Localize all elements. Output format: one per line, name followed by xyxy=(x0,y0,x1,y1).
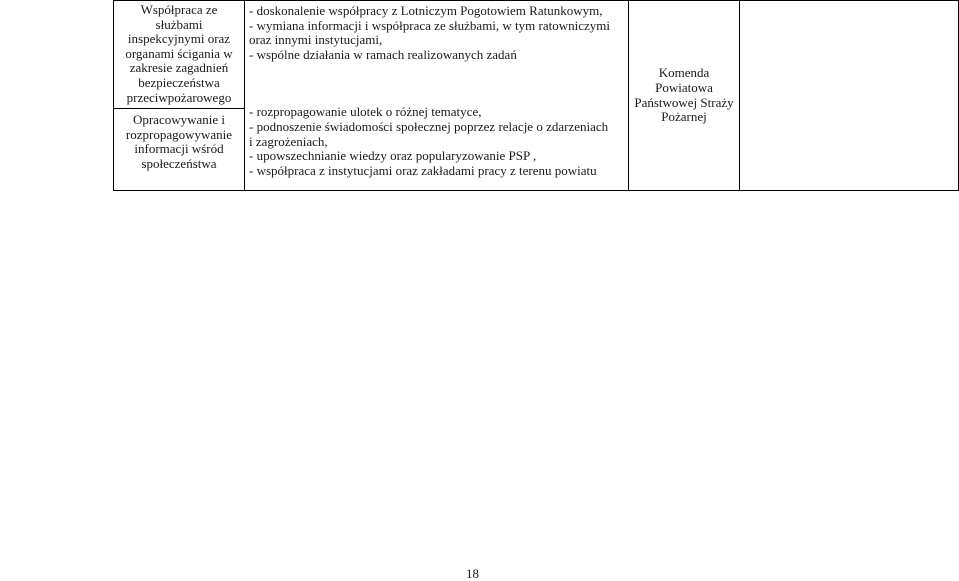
action-line: - upowszechnianie wiedzy oraz popularyzowanie PSP , xyxy=(249,148,537,164)
task-cell xyxy=(114,1,245,109)
empty-cell xyxy=(740,1,959,191)
plan-table xyxy=(113,0,959,191)
action-line: i zagrożeniach, xyxy=(249,133,328,149)
action-line: - wymiana informacji i współpraca ze służbami, w tym ratowniczymi xyxy=(249,17,610,33)
responsible-cell xyxy=(629,1,740,191)
action-line: - rozpropagowanie ulotek o różnej tematyce, xyxy=(249,104,482,120)
action-line: - współpraca z instytucjami oraz zakładami pracy z terenu powiatu xyxy=(249,162,597,178)
responsible-line: Powiatowa xyxy=(655,79,713,95)
responsible-line: Komenda xyxy=(658,65,710,81)
action-line: - podnoszenie świadomości społecznej poprzez relacje o zdarzeniach xyxy=(249,118,609,134)
task-line: społeczeństwa xyxy=(141,155,217,171)
actions-cell xyxy=(245,1,629,191)
action-line: - wspólne działania w ramach realizowanych zadań xyxy=(249,46,517,62)
spacer xyxy=(249,62,625,105)
table-row xyxy=(114,1,959,109)
task-line: organami ścigania w xyxy=(125,45,233,61)
task-line: informacji wśród xyxy=(134,141,224,157)
task-line: przeciwpożarowego xyxy=(126,89,232,105)
responsible-line: Pożarnej xyxy=(661,109,707,125)
responsible-line: Państwowej Straży xyxy=(634,94,734,110)
page-number: 18 xyxy=(466,566,479,581)
task-line: rozpropagowywanie xyxy=(125,126,233,142)
task-line: inspekcyjnymi oraz xyxy=(127,31,231,47)
task-line: bezpieczeństwa xyxy=(138,74,220,90)
task-line: służbami xyxy=(155,16,203,32)
task-line: Współpraca ze xyxy=(140,2,218,17)
task-line: zakresie zagadnień xyxy=(129,60,229,76)
action-line: oraz innymi instytucjami, xyxy=(249,32,383,48)
task-line: Opracowywanie i xyxy=(132,112,226,128)
task-cell xyxy=(114,109,245,191)
action-line: - doskonalenie współpracy z Lotniczym Pogotowiem Ratunkowym, xyxy=(249,3,603,18)
